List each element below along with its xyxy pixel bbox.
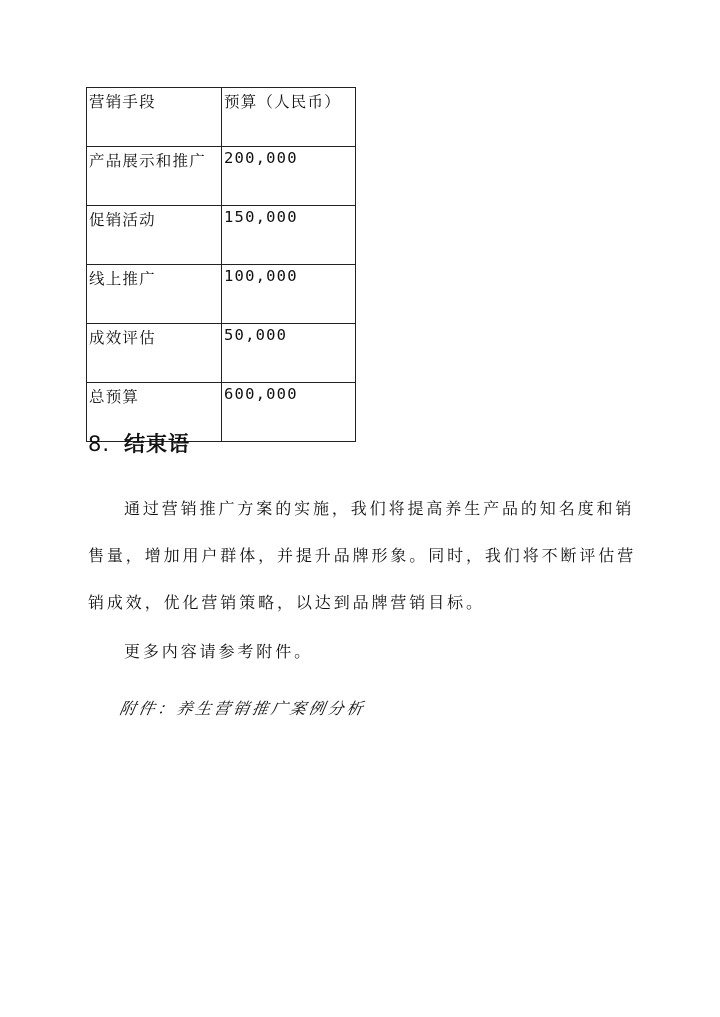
table-row	[87, 147, 356, 206]
attachment-reference: 附件：养生营销推广案例分析	[118, 699, 368, 718]
header-cell-budget: 预算（人民币）	[222, 88, 356, 147]
table-row	[87, 324, 356, 383]
row-item-cell: 成效评估	[87, 324, 222, 383]
section-number: 8.	[88, 432, 111, 456]
more-content-note: 更多内容请参考附件。	[124, 642, 314, 661]
row-item-cell: 线上推广	[87, 265, 222, 324]
row-item-cell: 产品展示和推广	[87, 147, 222, 206]
header-cell-method: 营销手段	[87, 88, 222, 147]
section-heading	[88, 428, 190, 458]
row-amount-cell: 100,000	[222, 265, 356, 324]
row-amount-cell: 200,000	[222, 147, 356, 206]
total-amount-cell: 600,000	[222, 383, 356, 442]
row-amount-cell: 50,000	[222, 324, 356, 383]
total-item-cell: 总预算	[87, 383, 222, 442]
conclusion-paragraph: 通过营销推广方案的实施，我们将提高养生产品的知名度和销售量，增加用户群体，并提升品牌形象。同时，我们将不断评估营销成效，优化营销策略，以达到品牌营销目标。	[88, 499, 637, 612]
row-amount-cell: 150,000	[222, 206, 356, 265]
budget-table	[86, 87, 356, 442]
section-title: 结束语	[124, 432, 191, 456]
table-row	[87, 265, 356, 324]
table-header-row	[87, 88, 356, 147]
row-item-cell: 促销活动	[87, 206, 222, 265]
table-row	[87, 206, 356, 265]
